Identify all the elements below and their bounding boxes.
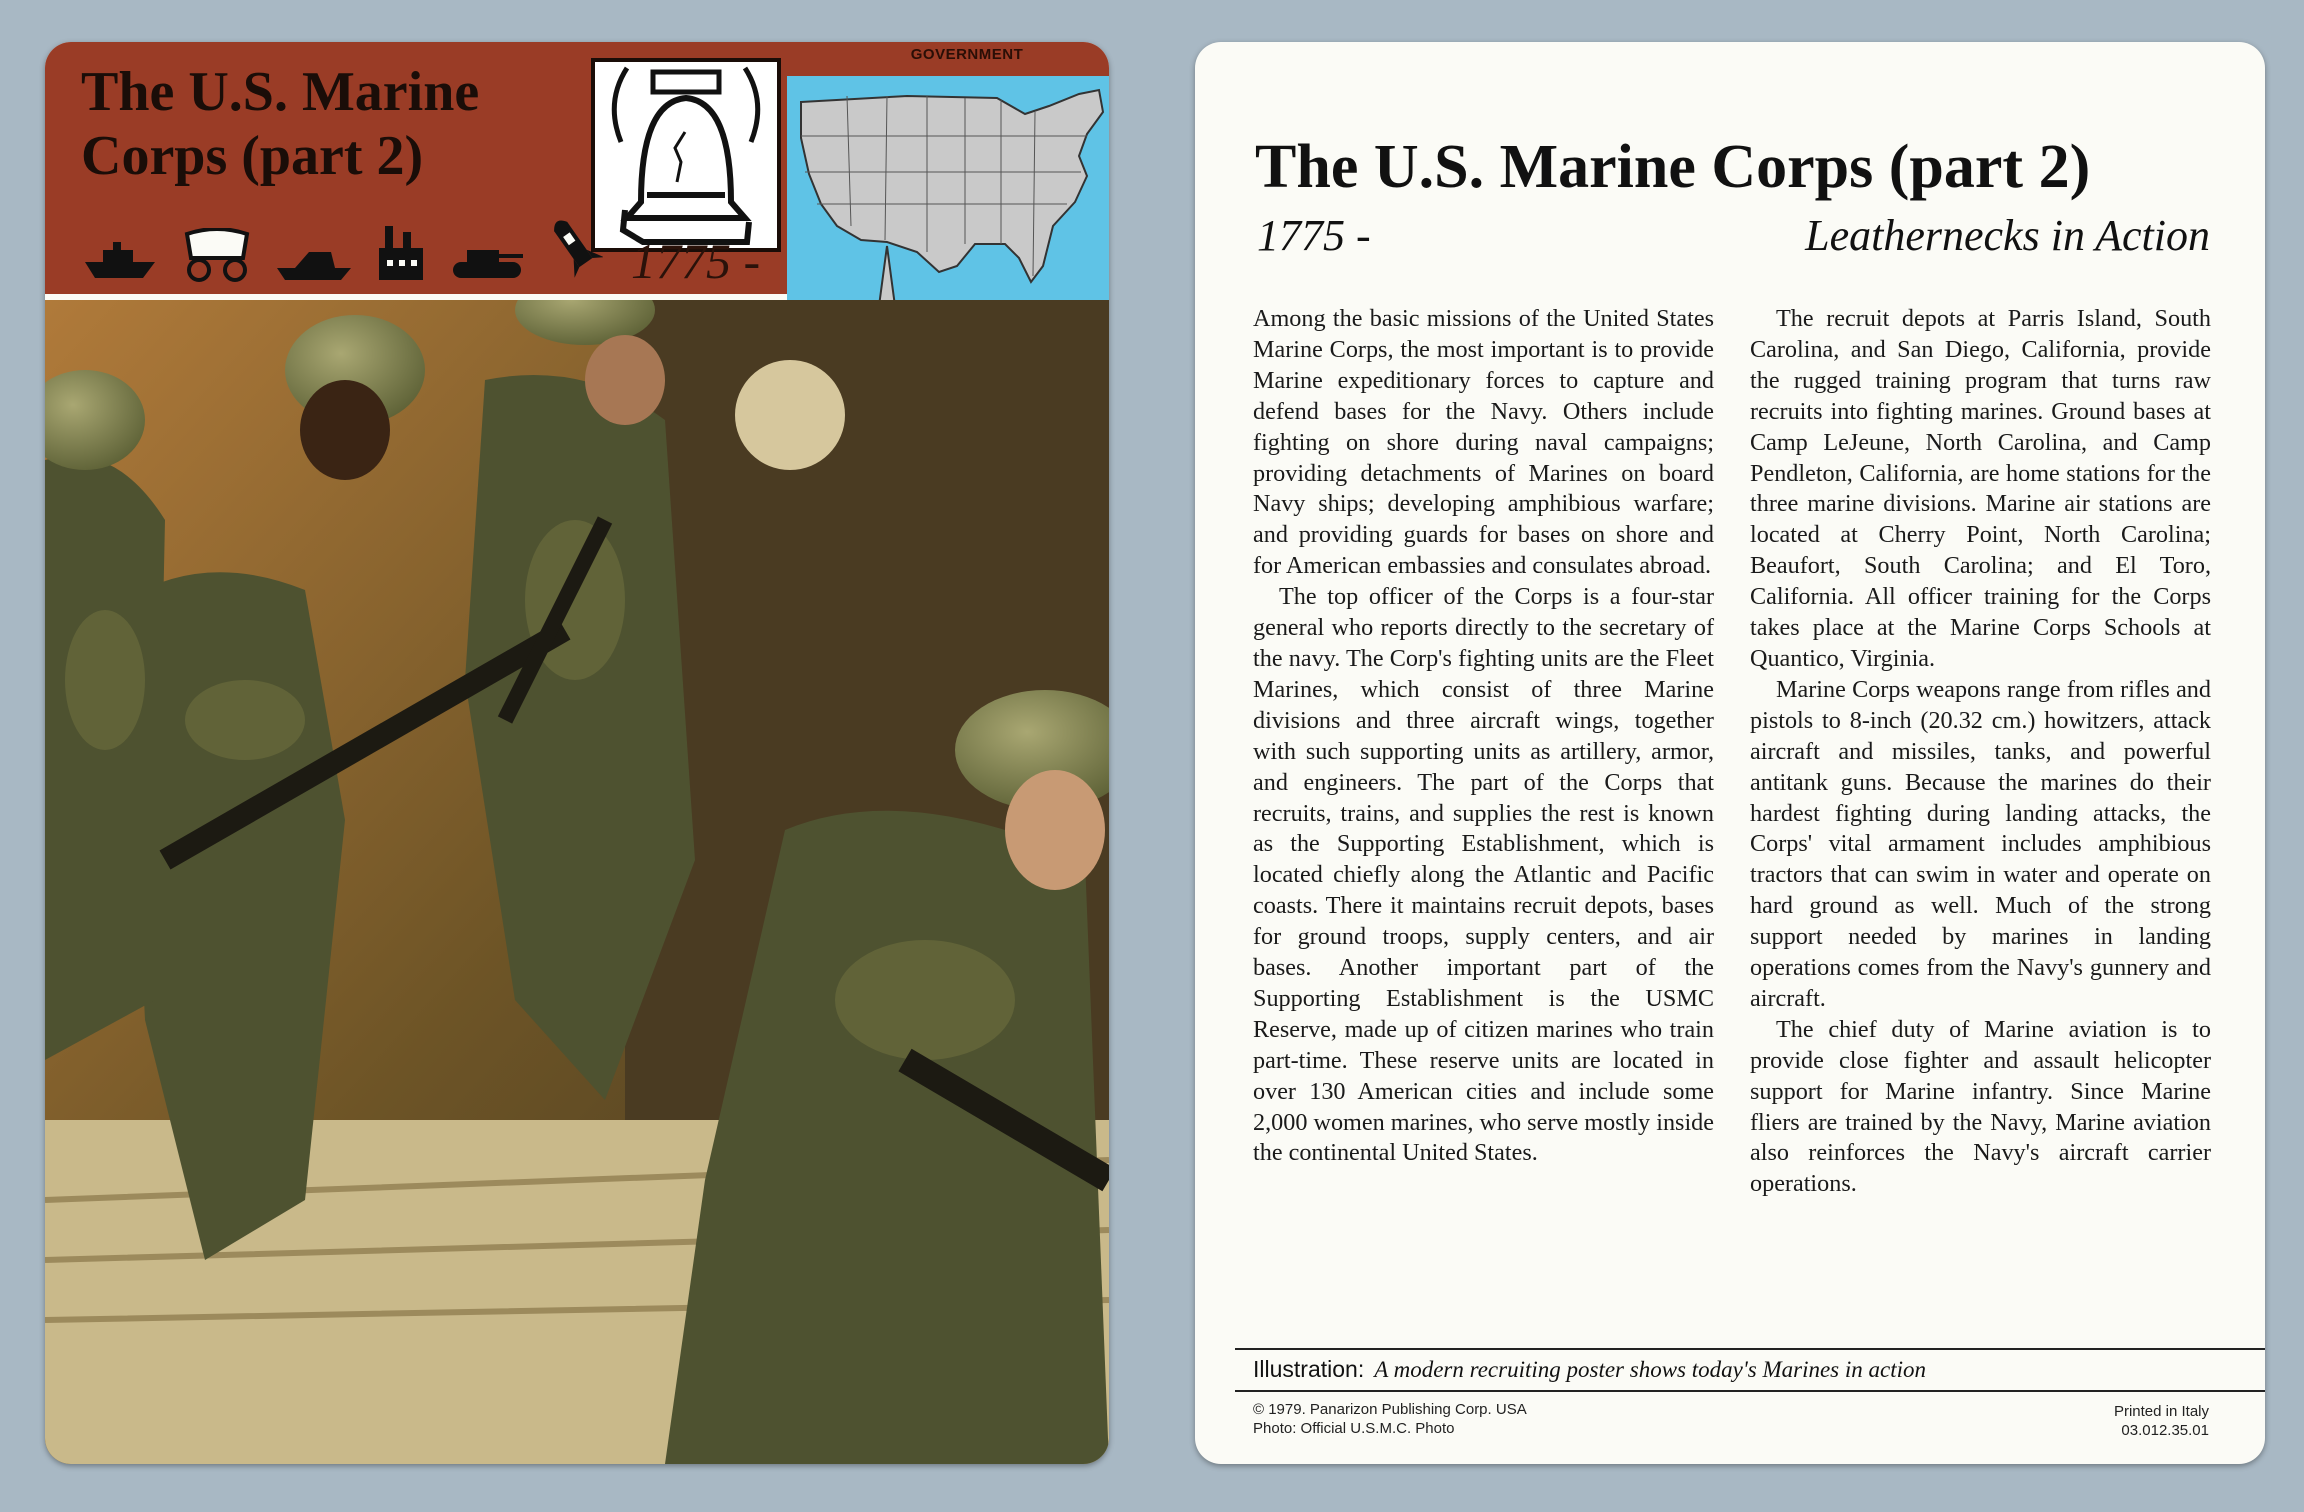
credits [1253,1400,1527,1438]
back-title: The U.S. Marine Corps (part 2) [1255,133,2091,201]
back-year: 1775 - [1257,211,1371,260]
front-card [45,42,1109,1464]
wagon-icon [181,228,253,282]
article-column-2 [1750,304,2211,1200]
factory-icon [375,218,427,282]
us-map [787,76,1109,322]
marines-photo [45,300,1109,1464]
card-code: 03.012.35.01 [2121,1422,2209,1439]
boat-icon [275,246,353,282]
illustration-text: A modern recruiting poster shows today's Marines in action [1374,1357,1927,1382]
front-title: The U.S. Marine Corps (part 2) [81,61,480,187]
article-body [1253,304,2211,1200]
paragraph: The chief duty of Marine aviation is to provide close fighter and assault helicopter support for Marine infantry. Since Marine fliers are trained by the Navy, Marine aviation also reinforces the Navy's aircraft carrier operations. [1750,1015,2211,1198]
liberty-bell-icon [591,58,781,252]
print-info [2114,1402,2209,1440]
illustration-label: Illustration: [1253,1356,1365,1382]
category-label: GOVERNMENT [910,46,1024,63]
photo-credit: Photo: Official U.S.M.C. Photo [1253,1420,1455,1437]
back-subtitle: Leathernecks in Action [1805,211,2210,260]
front-year: 1775 - [631,233,761,289]
paragraph: Marine Corps weapons range from rifles and pistols to 8-inch (20.32 cm.) howitzers, attack aircraft and missiles, tanks, and powerful antitank guns. Because the marines do their hardest fighting during landing attacks, the Corps' vital armament includes amphibious tractors that can swim in water and operate on hard ground as well. Much of the strong support needed by marines in landing operations comes from the Navy's gunnery and aircraft. [1750,675,2211,1012]
divider [1235,1348,2265,1350]
copyright: © 1979. Panarizon Publishing Corp. USA [1253,1401,1527,1418]
paragraph: The recruit depots at Parris Island, South Carolina, and San Diego, California, provide the rugged training program that turns raw recruits into fighting marines. Ground bases at Camp LeJeune, North Carolina, and Camp Pendleton, California, are home stations for the three marine divisions. Marine air stations are located at Cherry Point, North Carolina; Beaufort, South Carolina; and El Toro, California. All officer training for the Corps takes place at the Marine Corps Schools at Quantico, Virginia. [1750,305,2211,672]
ship-icon [81,238,159,282]
illustration-caption [1253,1356,1926,1383]
tank-icon [449,242,525,282]
divider [1235,1390,2265,1392]
printed-in: Printed in Italy [2113,1403,2209,1420]
back-card [1195,42,2265,1464]
paragraph: The top officer of the Corps is a four-star general who reports directly to the secretary of the navy. The Corp's fighting units are the Fleet Marines, which consist of three Marine divisions and three aircraft wings, together with such supporting units as artillery, armor, and engineers. The part of the Corps that recruits, trains, and supplies the rest is known as the Supporting Establishment, which is located chiefly along the Atlantic and Pacific coasts. There it maintains recruit depots, bases for ground troops, supply centers, and air bases. Another important part of the Supporting Establishment is the USMC Reserve, made up of citizen marines who train part-time. These reserve units are located in over 130 American cities and include some 2,000 women marines, who serve mostly inside the continental United States. [1253,583,1714,1167]
paragraph: Among the basic missions of the United States Marine Corps, the most important is to provide Marine expeditionary forces to capture and defend bases for the Navy. Others include fighting on shore during naval campaigns; providing detachments of Marines on board Navy ships; developing amphibious warfare; and providing guards for bases on shore and for American embassies and consulates abroad. [1253,305,1714,580]
category-icon-row [81,212,603,282]
article-column-1 [1253,304,1714,1200]
